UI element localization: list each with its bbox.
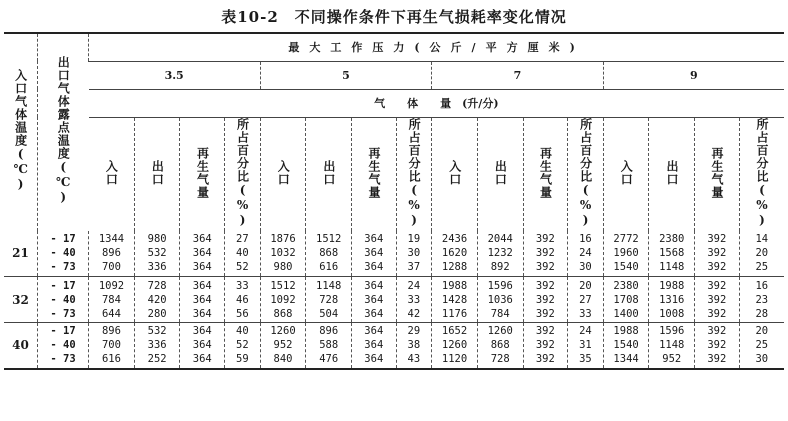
value-cell bbox=[306, 323, 352, 369]
outlet-header-label: 出口 bbox=[150, 159, 165, 186]
value: 20 bbox=[579, 279, 592, 292]
value: 392 bbox=[707, 279, 727, 292]
value: 33 bbox=[407, 293, 421, 306]
value-cell bbox=[477, 231, 523, 277]
value-cell bbox=[523, 323, 568, 369]
value: 1344 bbox=[98, 233, 125, 246]
value: 1988 bbox=[613, 325, 639, 338]
outlet-header bbox=[134, 117, 180, 231]
percent-header-label: 所占百分比(%) bbox=[235, 117, 250, 228]
value: 1092 bbox=[270, 293, 296, 306]
value: 40 bbox=[236, 325, 249, 338]
value: 24 bbox=[579, 325, 592, 338]
value: 1148 bbox=[659, 339, 685, 352]
value-cell bbox=[523, 231, 568, 277]
outlet-header bbox=[477, 117, 523, 231]
value: 42 bbox=[407, 307, 421, 320]
value-cell bbox=[352, 277, 397, 323]
value-cell bbox=[477, 323, 523, 369]
value-cell bbox=[477, 277, 523, 323]
value: 1176 bbox=[441, 307, 468, 320]
dew-point-cell bbox=[37, 231, 88, 277]
inlet-temp-cell: 32 bbox=[4, 277, 37, 323]
value: 2044 bbox=[487, 233, 513, 246]
value: 280 bbox=[147, 307, 167, 320]
value: 1232 bbox=[487, 247, 513, 260]
value: 364 bbox=[192, 247, 212, 260]
value-cell bbox=[649, 231, 695, 277]
inlet-header bbox=[260, 117, 306, 231]
value: 784 bbox=[101, 293, 121, 306]
value: 24 bbox=[579, 247, 592, 260]
value: 392 bbox=[707, 353, 727, 366]
value: 20 bbox=[755, 325, 769, 338]
inlet-header bbox=[432, 117, 478, 231]
value: 1008 bbox=[659, 307, 685, 320]
value: 1708 bbox=[613, 293, 639, 306]
value: 980 bbox=[273, 261, 293, 274]
value: 392 bbox=[535, 353, 555, 366]
value-cell bbox=[89, 277, 135, 323]
value: 896 bbox=[101, 247, 121, 260]
percent-header bbox=[739, 117, 784, 231]
table-row bbox=[4, 323, 784, 369]
pressure-3-5: 3.5 bbox=[89, 61, 261, 89]
regen-gas-header-label: 再生气量 bbox=[195, 146, 210, 199]
value: 392 bbox=[707, 261, 727, 274]
header-outlet-dew-label: 出口气体露点温度(℃) bbox=[56, 56, 71, 206]
value: 24 bbox=[407, 279, 421, 292]
value-cell bbox=[260, 231, 306, 277]
value-cell bbox=[134, 323, 180, 369]
inlet-header-label: 入口 bbox=[447, 159, 462, 186]
value: 33 bbox=[579, 307, 592, 320]
value: 644 bbox=[101, 307, 121, 320]
value: 1652 bbox=[441, 325, 468, 338]
value: 1344 bbox=[613, 353, 639, 366]
value-cell bbox=[134, 277, 180, 323]
value-cell bbox=[180, 323, 225, 369]
value: 420 bbox=[147, 293, 167, 306]
value: 616 bbox=[319, 261, 339, 274]
value: 1540 bbox=[613, 261, 639, 274]
value: 27 bbox=[579, 293, 592, 306]
percent-header-label: 所占百分比(%) bbox=[407, 117, 422, 228]
value: 52 bbox=[236, 339, 249, 352]
value-cell bbox=[739, 323, 784, 369]
value: 392 bbox=[535, 293, 555, 306]
outlet-header bbox=[306, 117, 352, 231]
inlet-header-label: 入口 bbox=[104, 159, 119, 186]
percent-header bbox=[568, 117, 604, 231]
inlet-temp-cell: 40 bbox=[4, 323, 37, 369]
value: 252 bbox=[147, 353, 167, 366]
value: 784 bbox=[490, 307, 510, 320]
value: 392 bbox=[707, 247, 727, 260]
pressure-7: 7 bbox=[432, 61, 604, 89]
value-cell bbox=[568, 277, 604, 323]
value: 2772 bbox=[613, 233, 639, 246]
value: 1876 bbox=[270, 233, 296, 246]
header-inlet-temp bbox=[4, 33, 37, 231]
value: 392 bbox=[707, 339, 727, 352]
value: 364 bbox=[192, 261, 212, 274]
outlet-header-label: 出口 bbox=[321, 159, 336, 186]
dew-point-value: - 40 bbox=[50, 247, 76, 260]
dew-point-value: - 17 bbox=[50, 279, 76, 292]
value: 392 bbox=[707, 307, 727, 320]
value: 364 bbox=[364, 325, 384, 338]
table-row bbox=[4, 277, 784, 323]
value: 33 bbox=[236, 279, 249, 292]
value: 40 bbox=[236, 247, 249, 260]
value: 392 bbox=[535, 325, 555, 338]
value: 1620 bbox=[441, 247, 468, 260]
header-pressure: 最大工作压力(公斤/平方厘米) bbox=[89, 33, 784, 61]
value: 1568 bbox=[659, 247, 685, 260]
value: 980 bbox=[147, 233, 167, 246]
value: 1400 bbox=[613, 307, 639, 320]
value: 700 bbox=[101, 339, 121, 352]
value: 532 bbox=[147, 325, 167, 338]
value: 364 bbox=[192, 293, 212, 306]
value: 700 bbox=[101, 261, 121, 274]
value-cell bbox=[352, 231, 397, 277]
value: 392 bbox=[535, 279, 555, 292]
value: 35 bbox=[579, 353, 592, 366]
value-cell bbox=[432, 323, 478, 369]
value: 364 bbox=[364, 293, 384, 306]
value: 46 bbox=[236, 293, 249, 306]
outlet-header bbox=[649, 117, 695, 231]
value: 56 bbox=[236, 307, 249, 320]
value: 29 bbox=[407, 325, 421, 338]
value: 2380 bbox=[613, 279, 639, 292]
value: 392 bbox=[535, 307, 555, 320]
value: 364 bbox=[364, 261, 384, 274]
value: 1120 bbox=[441, 353, 468, 366]
outlet-header-label: 出口 bbox=[493, 159, 508, 186]
inlet-header bbox=[603, 117, 649, 231]
value: 728 bbox=[147, 279, 167, 292]
value: 1960 bbox=[613, 247, 639, 260]
value: 1596 bbox=[659, 325, 685, 338]
percent-header bbox=[396, 117, 432, 231]
value: 1316 bbox=[659, 293, 685, 306]
value: 504 bbox=[319, 307, 339, 320]
value: 336 bbox=[147, 339, 167, 352]
value: 2436 bbox=[441, 233, 468, 246]
value: 25 bbox=[755, 339, 769, 352]
value: 16 bbox=[755, 279, 769, 292]
value: 896 bbox=[101, 325, 121, 338]
value: 1540 bbox=[613, 339, 639, 352]
value: 476 bbox=[319, 353, 339, 366]
pressure-5: 5 bbox=[260, 61, 432, 89]
value: 336 bbox=[147, 261, 167, 274]
value: 1148 bbox=[659, 261, 685, 274]
value: 52 bbox=[236, 261, 249, 274]
dew-point-value: - 73 bbox=[50, 353, 76, 366]
value: 30 bbox=[755, 353, 769, 366]
value: 868 bbox=[319, 247, 339, 260]
value: 868 bbox=[490, 339, 510, 352]
data-table bbox=[4, 32, 784, 370]
dew-point-value: - 73 bbox=[50, 261, 76, 274]
value: 1512 bbox=[270, 279, 296, 292]
value-cell bbox=[432, 277, 478, 323]
inlet-header bbox=[89, 117, 135, 231]
header-inlet-temp-label: 入口气体温度(℃) bbox=[13, 69, 28, 193]
value: 1512 bbox=[316, 233, 342, 246]
percent-header-label: 所占百分比(%) bbox=[755, 117, 769, 228]
value: 364 bbox=[192, 339, 212, 352]
pressure-9: 9 bbox=[603, 61, 784, 89]
value: 392 bbox=[707, 325, 727, 338]
value: 1092 bbox=[98, 279, 125, 292]
value: 20 bbox=[755, 247, 769, 260]
value-cell bbox=[89, 323, 135, 369]
value: 1260 bbox=[487, 325, 513, 338]
percent-header bbox=[225, 117, 261, 231]
value-cell bbox=[568, 231, 604, 277]
value: 392 bbox=[535, 339, 555, 352]
value: 616 bbox=[101, 353, 121, 366]
value-cell bbox=[739, 231, 784, 277]
value-cell bbox=[180, 231, 225, 277]
value: 364 bbox=[364, 279, 384, 292]
value-cell bbox=[396, 231, 432, 277]
outlet-header-label: 出口 bbox=[664, 159, 679, 186]
value: 23 bbox=[755, 293, 769, 306]
value-cell bbox=[225, 277, 261, 323]
percent-header-label: 所占百分比(%) bbox=[578, 117, 593, 228]
inlet-temp-cell: 21 bbox=[12, 246, 29, 261]
value-cell bbox=[260, 277, 306, 323]
value: 14 bbox=[755, 233, 769, 246]
value-cell bbox=[89, 231, 135, 277]
value-cell bbox=[306, 277, 352, 323]
value: 392 bbox=[535, 261, 555, 274]
value-cell bbox=[396, 277, 432, 323]
value: 728 bbox=[490, 353, 510, 366]
value-cell bbox=[260, 323, 306, 369]
value: 59 bbox=[236, 353, 249, 366]
value: 364 bbox=[364, 307, 384, 320]
value: 364 bbox=[192, 307, 212, 320]
value-cell bbox=[739, 277, 784, 323]
regen-gas-header bbox=[695, 117, 740, 231]
value-cell bbox=[352, 323, 397, 369]
value-cell bbox=[695, 231, 740, 277]
table-row bbox=[4, 231, 784, 277]
regen-gas-header bbox=[352, 117, 397, 231]
value: 896 bbox=[319, 325, 339, 338]
gas-volume-label: 气 体 量 (升/分) bbox=[89, 89, 784, 117]
value: 392 bbox=[707, 233, 727, 246]
value-cell bbox=[225, 323, 261, 369]
value: 532 bbox=[147, 247, 167, 260]
value-cell bbox=[568, 323, 604, 369]
table-title: 表10-2 不同操作条件下再生气损耗率变化情况 bbox=[221, 8, 567, 26]
value-cell bbox=[306, 231, 352, 277]
value: 2380 bbox=[659, 233, 685, 246]
value-cell bbox=[523, 277, 568, 323]
value-cell bbox=[603, 231, 649, 277]
value: 1596 bbox=[487, 279, 513, 292]
regen-gas-header-label: 再生气量 bbox=[538, 146, 553, 199]
value: 37 bbox=[407, 261, 421, 274]
regen-gas-header bbox=[180, 117, 225, 231]
value-cell bbox=[432, 231, 478, 277]
regen-gas-header bbox=[523, 117, 568, 231]
value: 952 bbox=[662, 353, 682, 366]
regen-gas-header-label: 再生气量 bbox=[710, 146, 725, 199]
value: 1036 bbox=[487, 293, 513, 306]
value: 364 bbox=[192, 353, 212, 366]
value: 364 bbox=[364, 233, 384, 246]
value: 892 bbox=[490, 261, 510, 274]
dew-point-value: - 40 bbox=[50, 339, 76, 352]
value: 364 bbox=[192, 325, 212, 338]
value: 868 bbox=[273, 307, 293, 320]
inlet-header-label: 入口 bbox=[619, 159, 634, 186]
value-cell bbox=[180, 277, 225, 323]
value: 364 bbox=[364, 353, 384, 366]
value: 1260 bbox=[270, 325, 296, 338]
dew-point-value: - 40 bbox=[50, 293, 76, 306]
value-cell bbox=[695, 277, 740, 323]
value: 840 bbox=[273, 353, 293, 366]
value: 27 bbox=[236, 233, 249, 246]
value-cell bbox=[396, 323, 432, 369]
value: 38 bbox=[407, 339, 421, 352]
regen-gas-header-label: 再生气量 bbox=[366, 146, 381, 199]
value: 364 bbox=[364, 247, 384, 260]
value-cell bbox=[649, 277, 695, 323]
value: 1288 bbox=[441, 261, 468, 274]
value-cell bbox=[695, 323, 740, 369]
value: 728 bbox=[319, 293, 339, 306]
value: 28 bbox=[755, 307, 769, 320]
value: 364 bbox=[364, 339, 384, 352]
value: 30 bbox=[579, 261, 592, 274]
value: 25 bbox=[755, 261, 769, 274]
value: 1148 bbox=[316, 279, 342, 292]
dew-point-value: - 17 bbox=[50, 233, 76, 246]
value: 952 bbox=[273, 339, 293, 352]
value: 588 bbox=[319, 339, 339, 352]
value: 364 bbox=[192, 279, 212, 292]
value: 16 bbox=[579, 233, 592, 246]
value: 30 bbox=[407, 247, 421, 260]
value-cell bbox=[603, 323, 649, 369]
value: 1260 bbox=[441, 339, 468, 352]
dew-point-cell bbox=[37, 277, 88, 323]
value-cell bbox=[134, 231, 180, 277]
value: 392 bbox=[535, 247, 555, 260]
value: 19 bbox=[407, 233, 421, 246]
header-outlet-dew bbox=[37, 33, 88, 231]
value: 392 bbox=[707, 293, 727, 306]
inlet-header-label: 入口 bbox=[276, 159, 291, 186]
value-cell bbox=[649, 323, 695, 369]
value: 1988 bbox=[659, 279, 685, 292]
value: 1428 bbox=[441, 293, 468, 306]
value: 364 bbox=[192, 233, 212, 246]
dew-point-cell bbox=[37, 323, 88, 369]
value-cell bbox=[225, 231, 261, 277]
value-cell bbox=[603, 277, 649, 323]
value: 392 bbox=[535, 233, 555, 246]
value: 1988 bbox=[441, 279, 468, 292]
value: 1032 bbox=[270, 247, 296, 260]
dew-point-value: - 17 bbox=[50, 325, 76, 338]
value: 43 bbox=[407, 353, 421, 366]
dew-point-value: - 73 bbox=[50, 307, 76, 320]
value: 31 bbox=[579, 339, 592, 352]
